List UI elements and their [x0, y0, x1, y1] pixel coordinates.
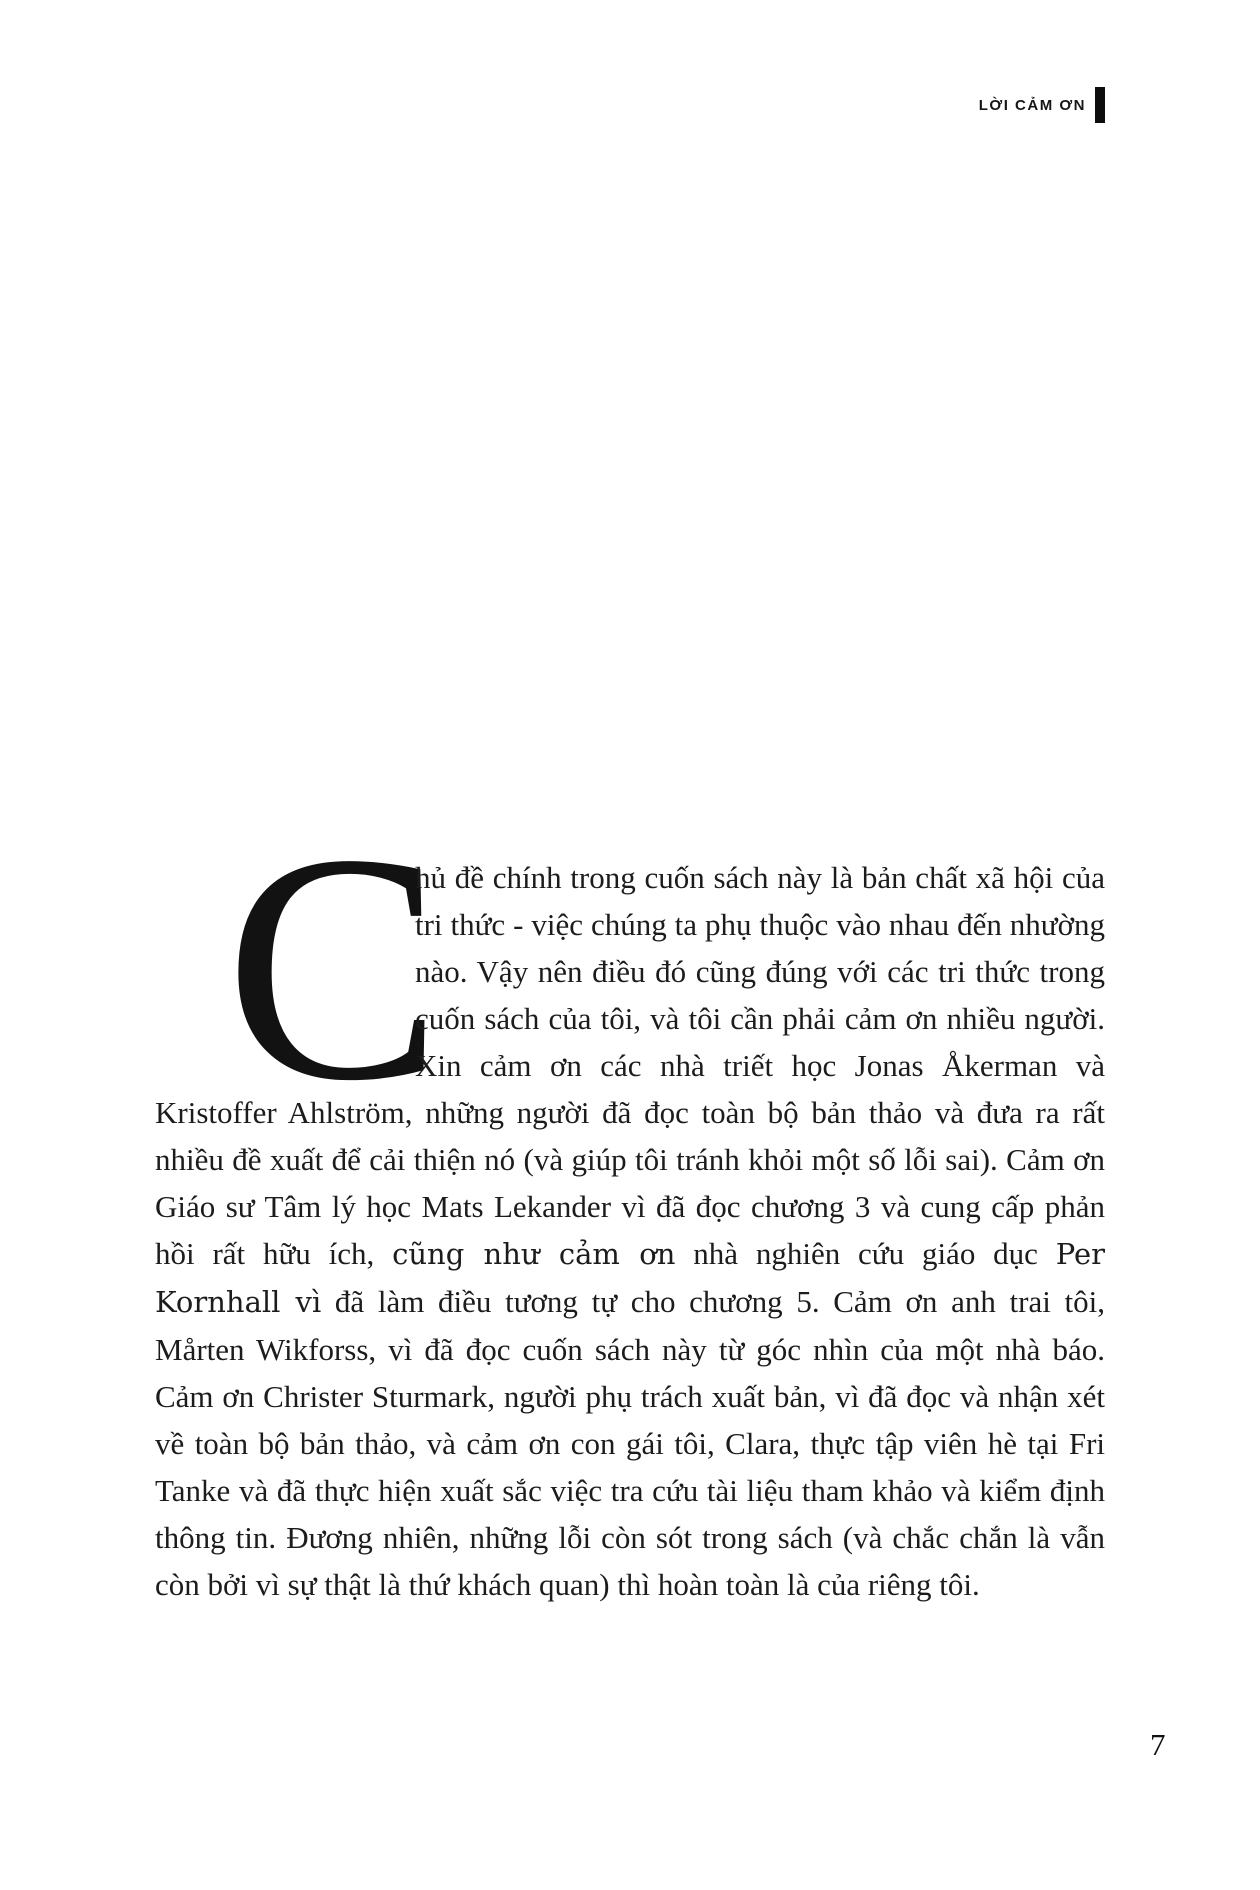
drop-cap: C — [225, 786, 443, 1148]
page-number: 7 — [1150, 1727, 1166, 1762]
paragraph-segment: hủ đề chính trong cuốn sách này là bản chất xã hội của tri thức - việc chúng ta phụ thuộc vào nhau đến nhường nào. Vậy nên điều đó cũng đúng với các tri thức trong cuốn sách của tôi, và tôi cần phải cảm ơn nhiều người. Xin cảm ơn các nhà triết học Jonas Åkerman và Kristoffer Ahlström, những người đã đọc toàn bộ bản thảo và đưa ra rất nhiều đề xuất để cải thiện nó (và giúp tôi tránh khỏi một số lỗi sai). Cảm ơn Giáo sư Tâm lý học Mats Lekander vì đã đọc chương 3 và cung cấp phản hồi rất hữu ích, — [155, 860, 1105, 1271]
paragraph-segment: nhà nghiên cứu giáo dục — [675, 1236, 1056, 1271]
acknowledgments-paragraph — [155, 786, 1106, 1608]
header-bar-decoration — [1095, 87, 1105, 123]
running-header-title: LỜI CẢM ƠN — [978, 96, 1086, 114]
paragraph-segment-alt-font: Per Kornhall vì — [155, 1237, 1106, 1319]
body-text-block — [155, 786, 1106, 1608]
paragraph-segment: đã làm điều tương tự cho chương 5. Cảm ơn anh trai tôi, Mårten Wikforss, vì đã đọc cuốn sách này từ góc nhìn của một nhà báo. Cảm ơn Christer Sturmark, người phụ trách xuất bản, vì đã đọc và nhận xét về toàn bộ bản thảo, và cảm ơn con gái tôi, Clara, thực tập viên hè tại Fri Tanke và đã thực hiện xuất sắc việc tra cứu tài liệu tham khảo và kiểm định thông tin. Đương nhiên, những lỗi còn sót trong sách (và chắc chắn là vẫn còn bởi vì sự thật là thứ khách quan) thì hoàn toàn là của riêng tôi. — [155, 1284, 1106, 1602]
running-header — [979, 86, 1105, 124]
paragraph-segment-alt-font: cũng như cảm ơn — [392, 1237, 676, 1271]
